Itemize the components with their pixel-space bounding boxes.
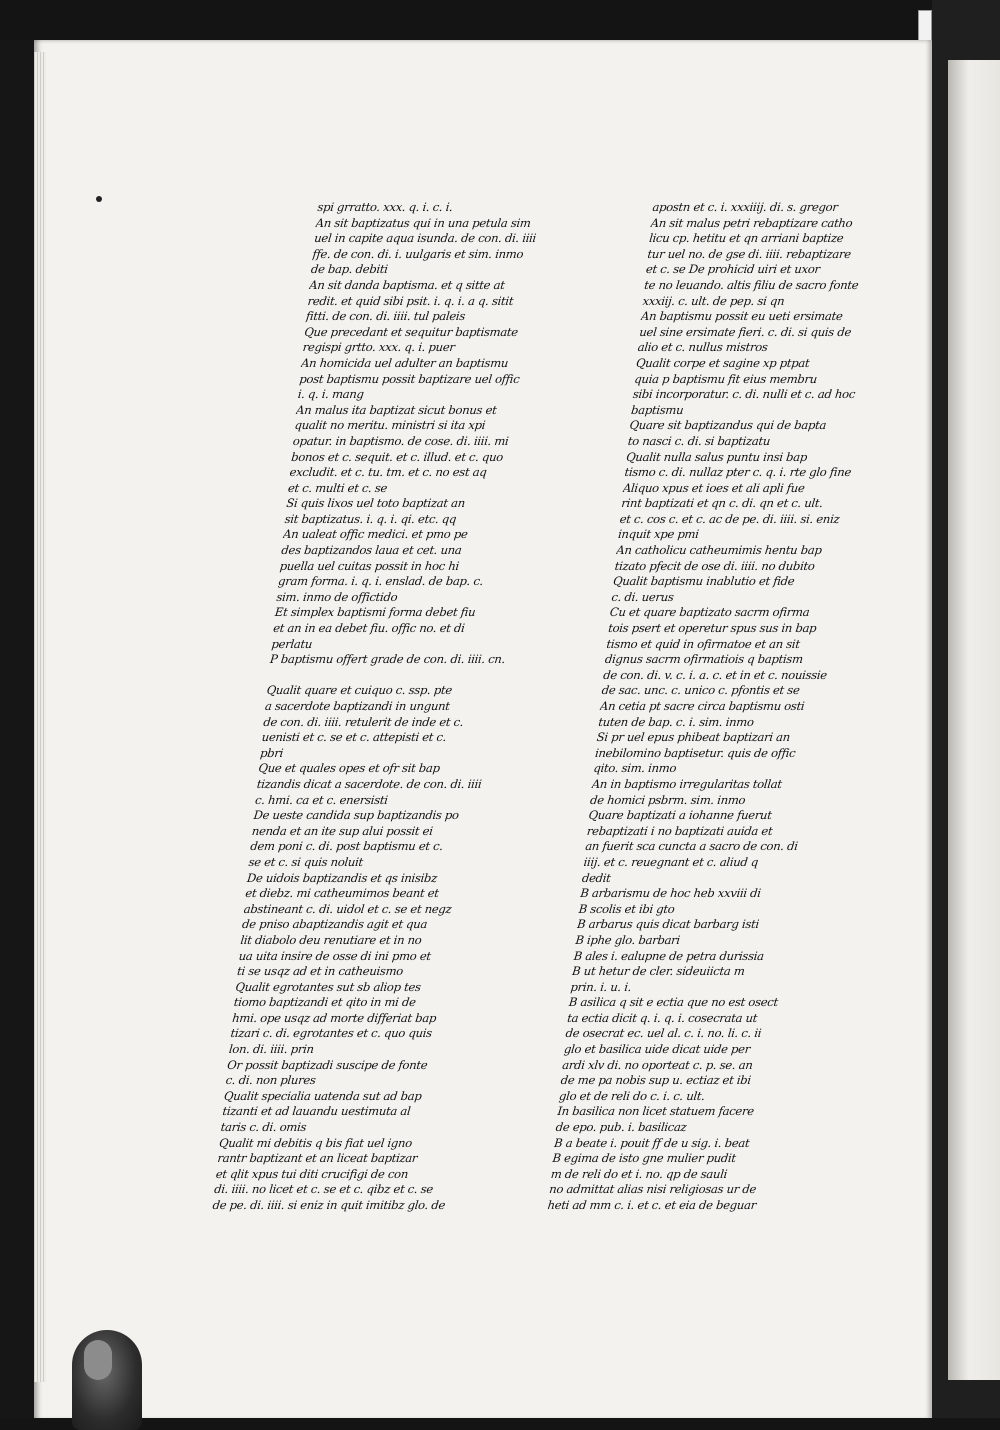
text-line: tiomo baptizandi et qito in mi de <box>233 995 417 1010</box>
page-stack-edge <box>34 52 46 1382</box>
text-line: di. iiii. no licet et c. se et c. qibz et c. se <box>213 1182 434 1197</box>
text-line: nenda et an ite sup alui possit ei <box>251 823 434 838</box>
text-line: de bap. debiti <box>310 262 389 277</box>
text-line: B ut hetur de cler. sideuiicta m <box>571 964 746 979</box>
text-line: te no leuando. altis filiu de sacro fonte <box>643 277 860 292</box>
text-line: baptismu <box>630 402 685 417</box>
text-line: Qualit mi debitis q bis fiat uel igno <box>218 1135 413 1150</box>
text-line: B arbarismu de hoc heb xxviii di <box>579 886 762 901</box>
text-line: sit baptizatus. i. q. i. qi. etc. qq <box>284 511 457 526</box>
text-line: tizato pfecit de ose di. iiii. no dubito <box>614 558 816 573</box>
text-line: no admittat alias nisi religiosas ur de <box>548 1182 757 1197</box>
text-line: rebaptizati i no baptizati auida et <box>586 823 774 838</box>
text-line: B scolis et ibi gto <box>578 901 676 916</box>
text-line: Aliquo xpus et ioes et ali apli fue <box>622 480 806 495</box>
text-line: dem poni c. di. post baptismu et c. <box>249 839 444 854</box>
text-line: sim. inmo de offictido <box>275 589 399 604</box>
text-line: An baptismu possit eu ueti ersimate <box>640 309 844 324</box>
text-line: et diebz. mi catheumimos beant et <box>244 886 440 901</box>
text-line: B iphe glo. barbari <box>574 932 681 947</box>
text-line: An in baptismo irregularitas tollat <box>591 776 783 791</box>
text-line: P baptismu offert grade de con. di. iiii. cn. <box>269 652 506 667</box>
text-line: tur uel no. de gse di. iiii. rebaptizare <box>646 246 852 261</box>
text-line: de pniso abaptizandis agit et qua <box>241 917 428 932</box>
text-line: An sit malus petri rebaptizare catho <box>650 215 854 230</box>
text-line: ti se usqz ad et in catheuismo <box>236 964 404 979</box>
text-line: de con. di. v. c. i. a. c. et in et c. nouissie <box>602 667 828 682</box>
text-line: De uidois baptizandis et qs inisibz <box>246 870 438 885</box>
text-line: An cetia pt sacre circa baptismu osti <box>599 699 806 713</box>
text-line: se et c. si quis noluit <box>247 854 364 869</box>
text-line: B egima de isto gne mulier pudit <box>551 1151 737 1166</box>
text-line: taris c. di. omis <box>220 1120 307 1135</box>
text-line: Qualit egrotantes sut sb aliop tes <box>234 979 422 994</box>
text-line: apostn et c. i. xxxiiij. di. s. gregor <box>651 200 839 214</box>
text-line: An sit danda baptisma. et q sitte at <box>308 277 506 292</box>
text-line: lon. di. iiii. prin <box>228 1042 315 1057</box>
text-line: Et simplex baptismi forma debet fiu <box>274 605 477 620</box>
text-line: tismo c. di. nullaz pter c. q. i. rte glo fine <box>623 465 852 480</box>
text-line: Si quis lixos uel toto baptizat an <box>285 496 466 511</box>
text-line: opatur. in baptismo. de cose. di. iiii. mi <box>292 433 510 448</box>
text-line: c. hmi. ca et c. enersisti <box>254 792 389 807</box>
text-line: Que precedant et sequitur baptismate <box>303 324 519 339</box>
text-line: et c. cos c. et c. ac de pe. di. iiii. si. eniz <box>619 511 841 526</box>
text-line: tizandis dicat a sacerdote. de con. di. iiii <box>256 776 483 791</box>
text-line: ua uita insire de osse di ini pmo et <box>238 948 432 963</box>
text-line: abstineant c. di. uidol et c. se et negz <box>243 901 453 916</box>
text-line: B ales i. ealupne de petra durissia <box>573 948 765 963</box>
text-line: gram forma. i. q. i. enslad. de bap. c. <box>277 574 484 589</box>
text-line: glo et de reli do c. i. c. ult. <box>558 1088 706 1103</box>
text-line: m de reli do et i. no. qp de sauli <box>550 1166 728 1181</box>
text-line: Qualit specialia uatenda sut ad bap <box>223 1088 423 1103</box>
text-line: inebilomino baptisetur. quis de offic <box>594 745 797 760</box>
text-line: prin. i. u. i. <box>569 979 632 994</box>
text-line: de osecrat ec. uel al. c. i. no. li. c. ii <box>564 1026 762 1041</box>
text-line: et c. se De prohicid uiri et uxor <box>645 262 821 277</box>
text-line: et qlit xpus tui diti crucifigi de con <box>215 1166 409 1181</box>
text-line: fitti. de con. di. iiii. tul paleis <box>305 309 466 324</box>
text-line: lit diabolo deu renutiare et in no <box>239 932 423 947</box>
text-line: tizanti et ad lauandu uestimuta al <box>221 1104 412 1119</box>
text-line: de epo. pub. i. basilicaz <box>555 1120 688 1135</box>
text-line: Quare sit baptizandus qui de bapta <box>628 418 827 433</box>
text-line: c. di. uerus <box>610 589 675 604</box>
ink-dot <box>96 196 102 202</box>
text-line: dignus sacrm ofirmatiois q baptism <box>604 652 804 667</box>
text-line: a sacerdote baptizandi in ungunt <box>264 699 451 713</box>
text-line: perlatu <box>270 636 313 651</box>
text-line: spi grratto. xxx. q. i. c. i. <box>316 200 454 214</box>
text-line: Si pr uel epus phibeat baptizari an <box>596 730 791 745</box>
text-line: regispi grtto. xxx. q. i. puer <box>302 340 456 355</box>
text-line: Cu et quare baptizato sacrm ofirma <box>609 605 811 620</box>
text-line: tizari c. di. egrotantes et c. quo quis <box>229 1026 433 1041</box>
text-line: quia p baptismu fit eius membru <box>633 371 818 386</box>
text-line: tuten de bap. c. i. sim. inmo <box>597 714 755 729</box>
text-line: glo et basilica uide dicat uide per <box>563 1042 751 1057</box>
text-line: An catholicu catheumimis hentu bap <box>615 543 823 558</box>
text-line: Que et quales opes et ofr sit bap <box>257 761 441 776</box>
bottom-shadow-band <box>0 1418 1000 1430</box>
text-line: post baptismu possit baptizare uel offic <box>298 371 521 386</box>
text-line: xxxiij. c. ult. de pep. si qn <box>641 293 786 308</box>
text-line: B asilica q sit e ectia que no est osect <box>568 995 779 1010</box>
text-line: to nasci c. di. si baptizatu <box>627 433 771 448</box>
text-line: licu cp. hetitu et qn arriani baptize <box>648 231 845 246</box>
text-line: B a beate i. pouit ff de u sig. i. beat <box>553 1135 751 1150</box>
top-shadow-band <box>0 0 1000 40</box>
text-line: ta ectia dicit q. i. q. i. cosecrata ut <box>566 1010 758 1025</box>
text-line: uenisti et c. se et c. attepisti et c. <box>261 730 447 745</box>
text-line: Quare baptizati a iohanne fuerut <box>587 808 773 823</box>
text-line: rint baptizati et qn c. di. qn et c. ult. <box>620 496 824 511</box>
text-line: dedit <box>581 870 612 885</box>
text-line: c. di. non plures <box>225 1073 317 1088</box>
text-line: tois psert et operetur spus sus in bap <box>607 621 818 636</box>
text-line: de con. di. iiii. retulerit de inde et c. <box>262 714 465 729</box>
text-line: uel sine ersimate fieri. c. di. si quis de <box>638 324 852 339</box>
text-line: inquit xpe pmi <box>617 527 700 542</box>
text-line: hmi. ope usqz ad morte differiat bap <box>231 1010 437 1025</box>
text-line: ardi xlv di. no oporteat c. p. se. an <box>561 1057 754 1072</box>
text-line: ffe. de con. di. i. uulgaris et sim. inmo <box>311 246 524 261</box>
text-line: Qualit nulla salus puntu insi bap <box>625 449 808 464</box>
text-line: De ueste candida sup baptizandis po <box>252 808 460 823</box>
text-line: B arbarus quis dicat barbarg isti <box>576 917 760 932</box>
text-line: iiij. et c. reuegnant et c. aliud q <box>582 854 759 869</box>
text-line: An ualeat offic medici. et pmo pe <box>282 527 469 542</box>
text-line: et c. multi et c. se <box>287 480 388 495</box>
text-line: rantr baptizant et an liceat baptizar <box>216 1151 418 1166</box>
text-line: Qualit corpe et sagine xp ptpat <box>635 355 811 370</box>
text-line: Or possit baptizadi suscipe de fonte <box>226 1057 429 1072</box>
text-line: An malus ita baptizat sicut bonus et <box>295 402 498 417</box>
text-line: pbri <box>259 745 284 760</box>
text-line: des baptizandos laua et cet. una <box>280 543 463 558</box>
text-line: An homicida uel adulter an baptismu <box>300 355 509 370</box>
text-line: qualit no meritu. ministri si ita xpi <box>293 418 486 433</box>
text-line: puella uel cuitas possit in hoc hi <box>279 558 460 573</box>
text-line: de homici psbrm. sim. inmo <box>589 792 747 807</box>
text-line: heti ad mm c. i. et c. et eia de beguar <box>546 1198 757 1212</box>
text-line: de pe. di. iiii. si eniz in quit imitibz glo. de <box>211 1198 446 1212</box>
text-line: de me pa nobis sup u. ectiaz et ibi <box>560 1073 752 1088</box>
thumbnail <box>84 1340 112 1380</box>
text-line: An sit baptizatus qui in una petula sim <box>315 215 532 230</box>
adjacent-page-edge <box>948 60 1000 1380</box>
text-line: alio et c. nullus mistros <box>637 340 769 355</box>
text-line: excludit. et c. tu. tm. et c. no est aq <box>288 465 488 480</box>
text-line: tismo et quid in ofirmatoe et an sit <box>605 636 801 651</box>
text-line: Qualit quare et cuiquo c. ssp. pte <box>265 683 453 698</box>
text-line: qito. sim. inmo <box>592 761 677 776</box>
text-line <box>267 668 569 684</box>
text-line: de sac. unc. c. unico c. pfontis et se <box>600 683 801 698</box>
text-line: i. q. i. mang <box>297 387 365 402</box>
text-line: sibi incorporatur. c. di. nulli et c. ad hoc <box>632 387 856 402</box>
text-line: uel in capite aqua isunda. de con. di. iiii <box>313 231 537 246</box>
text-line: et an in ea debet fiu. offic no. et di <box>272 621 466 636</box>
text-line: bonos et c. sequit. et c. illud. et c. quo <box>290 449 504 464</box>
text-line: redit. et quid sibi psit. i. q. i. a q. sitit <box>306 293 515 308</box>
text-line: In basilica non licet statuem facere <box>556 1104 755 1119</box>
text-line: an fuerit sca cuncta a sacro de con. di <box>584 839 799 854</box>
text-line: Qualit baptismu inablutio et fide <box>612 574 796 589</box>
